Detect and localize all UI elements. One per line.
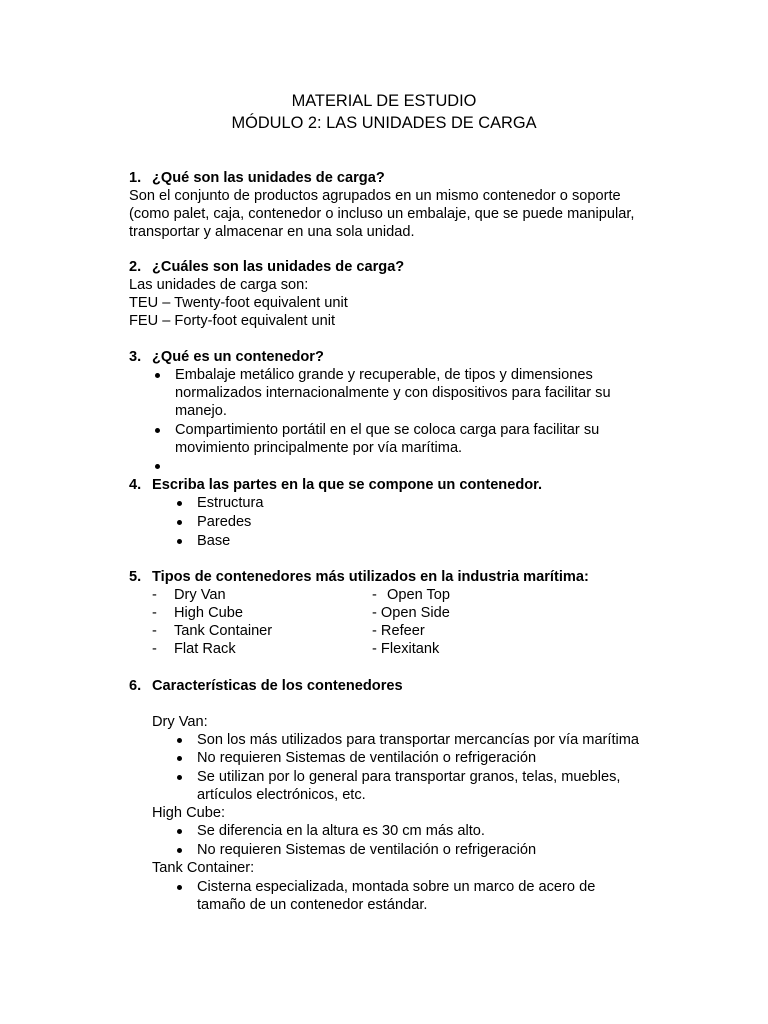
bullet-dot	[177, 829, 182, 834]
question-text: ¿Qué es un contenedor?	[152, 349, 324, 365]
container-type-right: - Flexitank	[372, 641, 440, 657]
subsection-label-dry-van: Dry Van:	[152, 714, 208, 730]
question-2	[129, 258, 404, 276]
answer-line: transportar y almacenar en una sola unidad.	[129, 224, 415, 240]
bullet-dot	[155, 373, 160, 378]
bullet-line: manejo.	[175, 403, 227, 419]
bullet-line: normalizados internacionalmente y con dispositivos para facilitar su	[175, 385, 611, 401]
bullet-dot	[177, 539, 182, 544]
dash-marker: -	[152, 587, 157, 603]
list-item: Estructura	[197, 495, 264, 511]
question-number: 5.	[129, 569, 142, 585]
bullet-line: tamaño de un contenedor estándar.	[197, 897, 428, 913]
bullet-dot	[177, 738, 182, 743]
container-type-right: - Refeer	[372, 623, 425, 639]
bullet-dot	[177, 775, 182, 780]
question-number: 2.	[129, 259, 142, 275]
question-3	[129, 348, 324, 366]
answer-line: (como palet, caja, contenedor o incluso un embalaje, que se puede manipular,	[129, 206, 635, 222]
answer-line: TEU – Twenty-foot equivalent unit	[129, 295, 348, 311]
document-subtitle: MÓDULO 2: LAS UNIDADES DE CARGA	[231, 114, 537, 132]
bullet-dot	[177, 885, 182, 890]
subsection-label-tank-container: Tank Container:	[152, 860, 255, 876]
question-number: 4.	[129, 477, 142, 493]
question-text: Tipos de contenedores más utilizados en la industria marítima:	[152, 569, 589, 585]
question-text: Características de los contenedores	[152, 678, 403, 694]
bullet-dot	[155, 464, 160, 469]
dash-marker: -	[152, 623, 157, 639]
answer-line: FEU – Forty-foot equivalent unit	[129, 313, 336, 329]
container-type-right: Open Top	[387, 587, 451, 603]
question-text: ¿Qué son las unidades de carga?	[152, 170, 385, 186]
question-number: 3.	[129, 349, 142, 365]
question-4	[129, 476, 542, 494]
answer-line: Son el conjunto de productos agrupados en un mismo contenedor o soporte	[129, 188, 621, 204]
bullet-dot	[177, 848, 182, 853]
subsection-label-high-cube: High Cube:	[152, 805, 226, 821]
bullet-line: Compartimiento portátil en el que se coloca carga para facilitar su	[175, 422, 600, 438]
question-6	[129, 677, 403, 695]
bullet-line: Son los más utilizados para transportar mercancías por vía marítima	[197, 732, 640, 748]
bullet-dot	[177, 501, 182, 506]
question-1	[129, 169, 385, 187]
bullet-line: movimiento principalmente por vía marítima.	[175, 440, 463, 456]
list-item: Paredes	[197, 514, 252, 530]
bullet-line: No requieren Sistemas de ventilación o refrigeración	[197, 750, 537, 766]
bullet-line: Se utilizan por lo general para transportar granos, telas, muebles,	[197, 769, 621, 785]
list-item: Base	[197, 533, 231, 549]
document-title: MATERIAL DE ESTUDIO	[291, 92, 477, 110]
answer-line: Las unidades de carga son:	[129, 277, 309, 293]
question-5	[129, 568, 589, 586]
bullet-dot	[177, 520, 182, 525]
bullet-dot	[177, 756, 182, 761]
dash-marker: -	[152, 641, 157, 657]
bullet-dot	[155, 428, 160, 433]
dash-marker: -	[372, 587, 377, 603]
dash-marker: -	[152, 605, 157, 621]
container-type-left: Flat Rack	[174, 641, 236, 657]
bullet-line: Embalaje metálico grande y recuperable, de tipos y dimensiones	[175, 367, 593, 383]
bullet-line: Se diferencia en la altura es 30 cm más alto.	[197, 823, 485, 839]
bullet-line: artículos electrónicos, etc.	[197, 787, 366, 803]
container-type-left: Dry Van	[174, 587, 226, 603]
question-text: Escriba las partes en la que se compone un contenedor.	[152, 477, 543, 493]
bullet-line: No requieren Sistemas de ventilación o refrigeración	[197, 842, 537, 858]
container-type-left: High Cube	[174, 605, 243, 621]
question-text: ¿Cuáles son las unidades de carga?	[152, 259, 405, 275]
question-number: 6.	[129, 678, 142, 694]
container-type-left: Tank Container	[174, 623, 273, 639]
container-type-right: - Open Side	[372, 605, 450, 621]
question-number: 1.	[129, 170, 142, 186]
bullet-line: Cisterna especializada, montada sobre un marco de acero de	[197, 879, 596, 895]
